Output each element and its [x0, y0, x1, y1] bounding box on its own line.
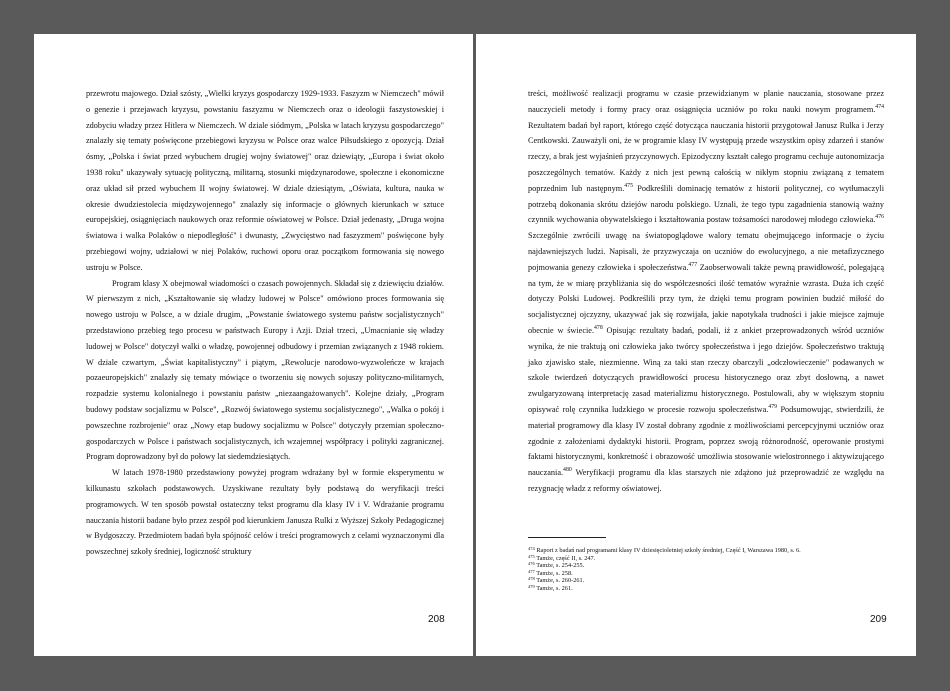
text-run: Rezultatem badań był raport, którego część dotycząca nauczania historii przygotował Janusz Rulka i Jerzy Centkowski. Zauważyli oni, że w programie klasy IV występują przede wszystkim opisy zdarzeń i stanów rzeczy, a brak jest wyjaśnień przyczynowych. Epizodyczny kształt całego programu cechuje autonomizacja poszczególnych tematów. Każdy z nich jest pewną całością w nikłym stopniu związaną z tematem poprzednim lub następnym.	[528, 120, 884, 193]
footnote-text: Tamże, s. 258.	[534, 569, 573, 577]
text-run: Zaobserwowali także pewną prawidłowość, polegającą na tym, że w miarę przybliżania się do współczesności ilość tematów wyraźnie wzrasta. Duża ich część dotyczy Polski Ludowej. Podkreślili przy tym, że dzięki temu program powinien budzić miłość do socjalistycznej ojczyzny, ukazywać jak się rozwijała, jakie napotykała trudności i jakie miejsce zajmuje obecnie w świecie.	[528, 262, 884, 335]
footnote	[528, 585, 888, 593]
paragraph	[528, 86, 884, 497]
footnote	[528, 577, 888, 585]
footnote-ref[interactable]: 476	[875, 214, 884, 221]
footnote-text: Tamże, s. 261.	[534, 584, 573, 592]
footnote-ref[interactable]: 477	[688, 261, 698, 268]
footnote-ref[interactable]: 480	[563, 467, 572, 474]
footnote-text: Tamże, s. 260-261.	[534, 577, 585, 585]
footnote-number: 477	[528, 568, 535, 574]
footnote-ref[interactable]: 479	[768, 403, 778, 410]
footnote-number: 476	[528, 561, 535, 567]
text-run: Podsumowując, stwierdzili, że materiał programowy dla klasy IV został dobrany zgodnie z możliwościami percepcyjnymi uczniów oraz zgodnie z założeniami dydaktyki historii. Program, poprzez swoją różnorodność, operowanie prostymi faktami historycznymi, konkretność i obrazowość umożliwia stosowanie wielostronnego i aktywizującego nauczania.	[528, 404, 884, 478]
footnote-ref[interactable]: 478	[594, 324, 603, 331]
paragraph: W latach 1978-1980 przedstawiony powyżej program wdrażany był w formie eksperymentu w kilkunastu szkołach podstawowych. Uzyskiwane rezultaty były podstawą do weryfikacji treści programowych. W ten sposób powstał ostateczny tekst programu dla klasy IV i V. Wdrażanie programu nauczania historii badane było przez zespół pod kierunkiem Janusza Rulki z Wyższej Szkoły Pedagogicznej w Bydgoszczy. Przedmiotem badań była spójność celów i treści programowych z celami wyznaczonymi dla powszechnej szkoły średniej, logiczność struktury	[86, 468, 444, 557]
paragraph: Program klasy X obejmował wiadomości o czasach powojennych. Składał się z dziewięciu działów. W pierwszym z nich, „Kształtowanie się władzy ludowej w Polsce" omówiono proces formowania się nowego ustroju w Polsce, a w dziale drugim, „Powstanie światowego systemu państw socjalistycznych" przedstawiono przebieg tego procesu w państwach Europy i Azji. Dział trzeci, „Umacnianie się władzy ludowej w Polsce" dotyczył walki o władzę, powojennej odbudowy i przemian związanych z 1948 rokiem. W dziale czwartym, „Świat kapitalistyczny" i piątym, „Rewolucje narodowo-wyzwoleńcze w krajach pozaeuropejskich" znalazły się tematy mówiące o tworzeniu się nowych sojuszy polityczno-militarnych, rozpadzie systemu kolonialnego i powstaniu państw „niezaangażowanych". Kolejne działy, „Program budowy podstaw socjalizmu w Polsce", „Rozwój światowego systemu socjalistycznego", „Walka o pokój i powszechne rozbrojenie" oraz „Nowy etap budowy socjalizmu w Polsce" dotyczyły przemian społeczno-gospodarczych w Polsce i państwach socjalistycznych, ich wzajemnej współpracy i polityki zagranicznej. Program doprowadzony był do połowy lat siedemdziesiątych.	[86, 278, 444, 462]
text-run: Szczególnie zwrócili uwagę na światopoglądowe walory tematu obejmującego informacje o życiu najdawniejszych ludzi. Napisali, że przyzwyczaja on uczniów do ewolucyjnego, a nie metafizycznego pojmowania genezy człowieka i społeczeństwa.	[528, 231, 884, 272]
footnote	[528, 547, 888, 555]
footnote-number: 474	[528, 546, 535, 551]
paragraph: przewrotu majowego. Dział szósty, „Wielki kryzys gospodarczy 1929-1933. Faszyzm w Niemczech" mówił o genezie i przejawach kryzysu, powstaniu faszyzmu w Niemczech oraz o ideologii faszystowskiej i zdobyciu władzy przez Hitlera w Niemczech. W dziale siódmym, „Polska w latach kryzysu gospodarczego" znalazły się tematy poświęcone przebiegowi kryzysu w Polsce oraz walce Piłsudskiego z opozycją. Dział ósmy, „Polska i świat przed wybuchem drugiej wojny światowej" oraz dziewiąty, „Europa i świat około 1938 roku" ukazywały sytuację polityczną, militarną, stosunki międzynarodowe, społeczne i ekonomiczne oraz układ sił przed wybuchem II wojny światowej. W dziale dziesiątym, „Oświata, kultura, nauka w okresie dwudziestolecia międzywojennego" znalazły się informacje o głównych kierunkach w sztuce europejskiej, osiągnięciach naukowych oraz reformie oświatowej w Polsce. Dział jedenasty, „Druga wojna światowa i walka Polaków o niepodległość" i dwunasty, „Zwycięstwo nad faszyzmem" poświęcone były przebiegowi wojny, udziałowi w niej Polaków, ruchowi oporu oraz początkom formowania się nowego ustroju w Polsce.	[86, 89, 444, 272]
footnote-text: Raport z badań nad programami klasy IV dziesięcioletniej szkoły średniej, Część I, Warszawa 1980, s. 6.	[534, 547, 801, 554]
page-number: 209	[870, 614, 887, 625]
text-run: Podkreślili dominację tematów z historii politycznej, co wytłumaczyli potrzebą dokonania skrótu dziejów narodu polskiego. Uznali, że tego typu zagadnienia stanowią ważny czynnik wychowania obywatelskiego i kształtowania postaw tożsamości narodowej młodego człowieka.	[528, 183, 884, 225]
page-number: 208	[428, 614, 445, 625]
footnote-number: 478	[528, 576, 535, 582]
text-run: treści, możliwość realizacji programu w czasie przewidzianym w planie nauczania, stosowane przez nauczycieli metody i formy pracy oraz osiągnięcia uczniów po roku nauki nowym programem.	[528, 89, 884, 114]
body-text	[86, 86, 444, 560]
footnote-separator	[528, 537, 606, 538]
page-right	[476, 34, 916, 656]
page-left	[34, 34, 473, 656]
footnote	[528, 562, 888, 570]
body-text	[528, 86, 884, 497]
text-run: Weryfikacji programu dla klas starszych nie zdążono już przeprowadzić ze względu na rezygnację władz z reformy oświatowej.	[528, 468, 884, 493]
footnote-text: Tamże, s. 254-255.	[534, 562, 585, 570]
footnote-number: 475	[528, 553, 535, 559]
footnotes	[528, 547, 888, 593]
footnote-ref[interactable]: 475	[624, 182, 633, 189]
footnote-ref[interactable]: 474	[875, 103, 884, 110]
footnote-number: 479	[528, 583, 535, 589]
footnote-text: Tamże, część II, s. 247.	[534, 554, 596, 562]
text-run: Opisując rezultaty badań, podali, iż z ankiet przeprowadzonych wśród uczniów wynika, że nie traktują oni człowieka jako twórcy społeczeństwa i jego dziejów. Społeczeństwo traktują jako zjawisko stałe, niezmienne. Winą za taki stan rzeczy obarczyli „odczłowieczenie" podawanych w szkole twierdzeń dotyczących prawidłowości procesu historycznego oraz zbyt dosłowną, a nawet zwulgaryzowaną interpretację zasad materializmu historycznego. Postulowali, aby w większym stopniu opisywać rolę czynnika ludzkiego w procesie rozwoju społeczeństwa.	[528, 325, 884, 414]
